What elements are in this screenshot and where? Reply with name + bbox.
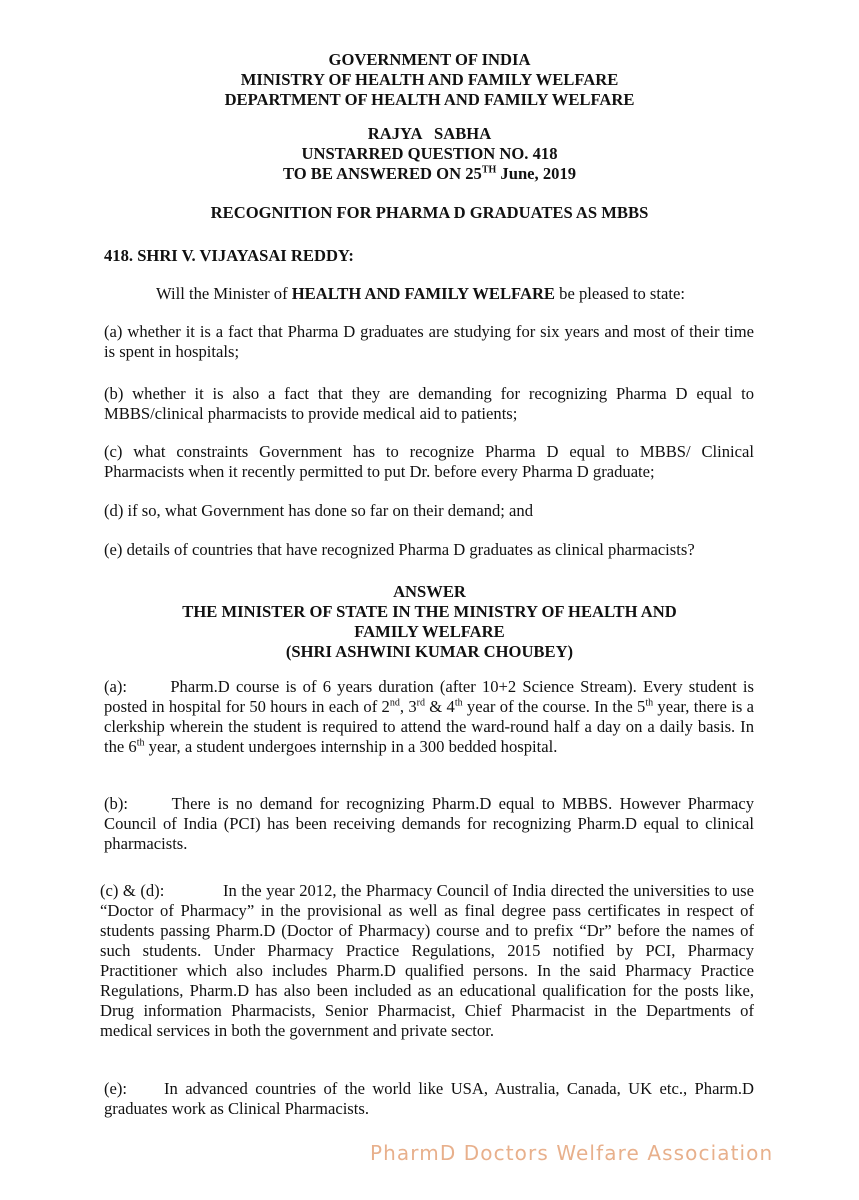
answer-a-text-5: year, there is a clerkship wherein the student is required to attend the ward-round half a day on a daily basis. In the 6 (104, 697, 754, 756)
header-line-1: GOVERNMENT OF INDIA (328, 50, 531, 69)
answer-a (104, 677, 754, 757)
answer-a-sup-3: th (454, 697, 463, 709)
intro-line (104, 284, 754, 304)
answer-a-sup-1: nd (389, 697, 400, 709)
answer-cd-text: In the year 2012, the Pharmacy Council of India directed the universities to use “Doctor of Pharmacy” in the provisional as well as final degree pass certificates in respect of students passing Pharm.D (Doctor of Pharmacy) course and to prefix “Dr” before the names of such students. Under Pharmacy Practice Regulations, 2015 notified by PCI, Pharmacy Practitioner which also includes Pharm.D qualified persons. In the said Pharmacy Practice Regulations, Pharm.D has also been included as an educational qualification for the posts like, Drug information Pharmacists, Senior Pharmacist, Chief Pharmacist in the Departments of medical services in both the government and private sector. (100, 881, 754, 1040)
subject-heading (0, 203, 859, 223)
answer-a-text-4: year of the course. In the 5 (462, 697, 646, 716)
answer-date-prefix: TO BE ANSWERED ON 25 (282, 164, 482, 183)
answer-a-text-3: & 4 (424, 697, 455, 716)
answer-a-text-1: Pharm.D course is of 6 years duration (after 10+2 Science Stream). Every student is posted in hospital for 50 hours in each of 2 (104, 677, 754, 716)
answer-a-label: (a): (104, 677, 128, 696)
question-d: (d) if so, what Government has done so far on their demand; and (104, 501, 534, 520)
answer-e-text: In advanced countries of the world like USA, Australia, Canada, UK etc., Pharm.D graduates work as Clinical Pharmacists. (104, 1079, 754, 1118)
answer-c-d (100, 881, 754, 1041)
question-b: (b) whether it is also a fact that they are demanding for recognizing Pharma D equal to MBBS/clinical pharmacists to provide medical aid to patients; (104, 384, 754, 423)
house-name: RAJYA SABHA (367, 124, 492, 143)
question-header (0, 124, 859, 184)
header-line-2: MINISTRY OF HEALTH AND FAMILY WELFARE (240, 70, 619, 89)
answer-b-label: (b): (104, 794, 128, 813)
answer-date (0, 164, 859, 184)
answer-date-sup: TH (481, 164, 497, 176)
intro-suffix: be pleased to state: (555, 284, 685, 303)
answer-e-label: (e): (104, 1079, 128, 1098)
intro-ministry: HEALTH AND FAMILY WELFARE (291, 284, 555, 303)
minister-line-2: FAMILY WELFARE (354, 622, 505, 641)
answer-a-text-6: year, a student undergoes internship in a 300 bedded hospital. (144, 737, 558, 756)
answer-date-suffix: June, 2019 (496, 164, 577, 183)
answer-b-text: There is no demand for recognizing Pharm.D equal to MBBS. However Pharmacy Council of India (PCI) has been receiving demands for recognizing Pharm.D equal to clinical pharmacists. (104, 794, 755, 853)
answer-header (0, 582, 859, 662)
intro-prefix: Will the Minister of (156, 284, 292, 303)
question-number: UNSTARRED QUESTION NO. 418 (301, 144, 558, 163)
header-line-3: DEPARTMENT OF HEALTH AND FAMILY WELFARE (224, 90, 635, 109)
answer-e (104, 1079, 754, 1119)
answer-a-text-2: , 3 (399, 697, 417, 716)
answer-cd-label: (c) & (d): (100, 881, 165, 900)
minister-line-1: THE MINISTER OF STATE IN THE MINISTRY OF HEALTH AND (182, 602, 677, 621)
answer-a-sup-4: th (645, 697, 654, 709)
answer-title: ANSWER (393, 582, 466, 601)
answer-a-sup-5: th (136, 737, 145, 749)
minister-name: (SHRI ASHWINI KUMAR CHOUBEY) (285, 642, 574, 661)
answer-a-sup-2: rd (416, 697, 425, 709)
government-header (0, 50, 859, 110)
subject-title: RECOGNITION FOR PHARMA D GRADUATES AS MBBS (210, 203, 649, 222)
asker-name: 418. SHRI V. VIJAYASAI REDDY: (104, 246, 354, 265)
question-a: (a) whether it is a fact that Pharma D graduates are studying for six years and most of their time is spent in hospitals; (104, 322, 754, 361)
question-c: (c) what constraints Government has to recognize Pharma D equal to MBBS/ Clinical Pharmacists when it recently permitted to put Dr. before every Pharma D graduate; (104, 442, 754, 481)
answer-b (104, 794, 754, 854)
watermark-text: PharmD Doctors Welfare Association (370, 1141, 774, 1165)
question-e: (e) details of countries that have recognized Pharma D graduates as clinical pharmacists? (104, 540, 695, 559)
